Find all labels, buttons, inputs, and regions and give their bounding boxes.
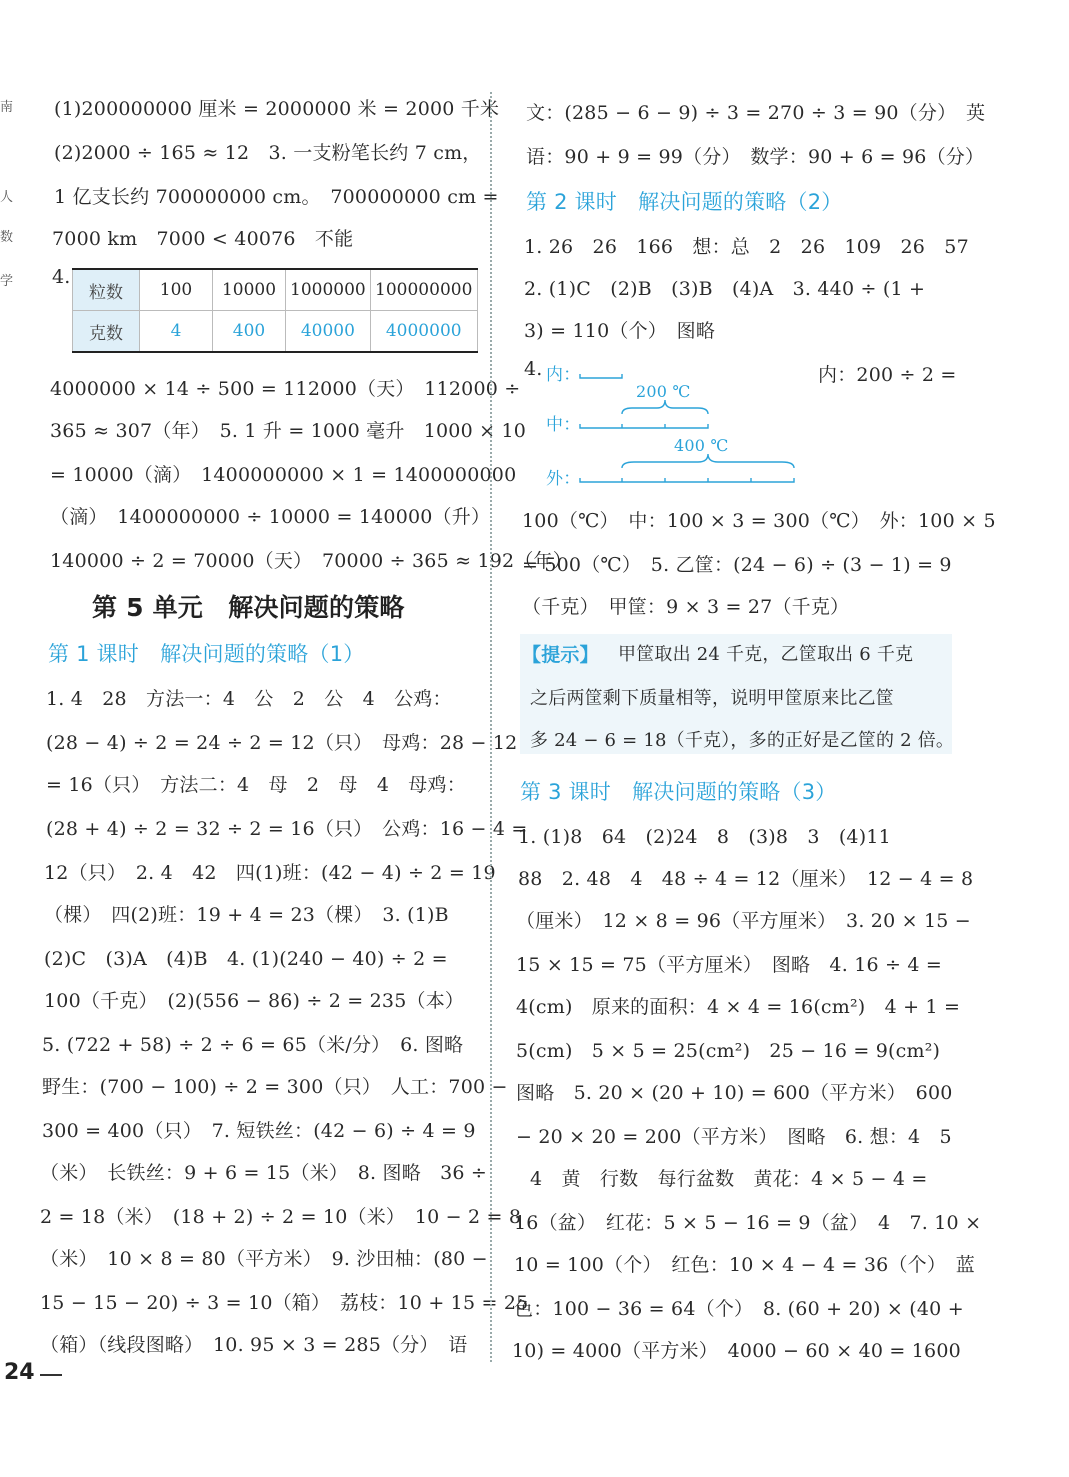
lesson-heading: 第 2 课时 解决问题的策略（2） bbox=[526, 190, 843, 214]
text-line: （米） 10 × 8 = 80（平方米） 9. 沙田柚：(80 − bbox=[40, 1248, 488, 1270]
table-cell: 100000000 bbox=[370, 269, 477, 311]
line-segment-diagram bbox=[512, 356, 962, 496]
text-line: （千克） 甲筐：9 × 3 = 27（千克） bbox=[522, 596, 850, 618]
grain-weight-table bbox=[72, 268, 478, 353]
table-cell: 10000 bbox=[213, 269, 286, 311]
margin-char: 数 bbox=[0, 230, 14, 245]
lesson-heading: 第 1 课时 解决问题的策略（1） bbox=[48, 642, 365, 666]
text-line: 2. (1)C (2)B (3)B (4)A 3. 440 ÷ (1 + bbox=[524, 278, 926, 300]
text-line: 15 × 15 = 75（平方厘米） 图略 4. 16 ÷ 4 = bbox=[516, 954, 943, 976]
page-number-rule bbox=[40, 1374, 62, 1376]
margin-char: 人 bbox=[0, 190, 14, 205]
table-cell: 4 bbox=[140, 311, 213, 353]
text-line: 300 = 400（只） 7. 短铁丝：(42 − 6) ÷ 4 = 9 bbox=[42, 1120, 476, 1142]
hint-line: 甲筐取出 24 千克，乙筐取出 6 千克 bbox=[618, 644, 914, 665]
table-cell: 100 bbox=[140, 269, 213, 311]
text-line: 10) = 4000（平方米） 4000 − 60 × 40 = 1600 bbox=[512, 1340, 961, 1362]
text-line: = 10000（滴） 1400000000 × 1 = 1400000000 bbox=[50, 464, 517, 486]
question-4-label: 4. bbox=[52, 266, 71, 288]
text-line: 15 − 15 − 20) ÷ 3 = 10（箱） 荔枝：10 + 15 = 25 bbox=[40, 1292, 529, 1314]
outer-label: 外： bbox=[546, 469, 581, 489]
column-divider bbox=[490, 92, 492, 1362]
text-line: 1. 26 26 166 想：总 2 26 109 26 57 bbox=[524, 236, 969, 258]
text-line: = 16（只） 方法二：4 母 2 母 4 母鸡： bbox=[46, 774, 466, 796]
hint-line: 之后两筐剩下质量相等，说明甲筐原来比乙筐 bbox=[530, 688, 894, 709]
text-line: 色：100 − 36 = 64（个） 8. (60 + 20) × (40 + bbox=[514, 1298, 964, 1320]
text-line: （米） 长铁丝：9 + 6 = 15（米） 8. 图略 36 ÷ bbox=[40, 1162, 488, 1184]
text-line: (28 + 4) ÷ 2 = 32 ÷ 2 = 16（只） 公鸡：16 − 4 = bbox=[46, 818, 528, 840]
text-line: 5(cm) 5 × 5 = 25(cm²) 25 − 16 = 9(cm²) bbox=[516, 1040, 941, 1062]
text-line: 5. (722 + 58) ÷ 2 ÷ 6 = 65（米/分） 6. 图略 bbox=[42, 1034, 464, 1056]
text-line: 1. (1)8 64 (2)24 8 (3)8 3 (4)11 bbox=[518, 826, 891, 848]
page-number: 24 bbox=[4, 1360, 35, 1385]
hint-box bbox=[520, 634, 955, 754]
text-line: = 500（℃） 5. 乙筐：(24 − 6) ÷ (3 − 1) = 9 bbox=[522, 554, 952, 576]
table-header-cell: 粒数 bbox=[73, 269, 140, 311]
text-line: (2)2000 ÷ 165 ≈ 12 3. 一支粉笔长约 7 cm， bbox=[54, 142, 482, 164]
text-line: （滴） 1400000000 ÷ 10000 = 140000（升） bbox=[50, 506, 491, 528]
text-line: (28 − 4) ÷ 2 = 24 ÷ 2 = 12（只） 母鸡：28 − 12 bbox=[46, 732, 518, 754]
text-line: 1. 4 28 方法一：4 公 2 公 4 公鸡： bbox=[46, 688, 452, 710]
text-line: 4 黄 行数 每行盆数 黄花：4 × 5 − 4 = bbox=[530, 1168, 928, 1190]
text-line: 4(cm) 原来的面积：4 × 4 = 16(cm²) 4 + 1 = bbox=[516, 996, 961, 1018]
table-row bbox=[73, 311, 478, 353]
text-line: 100（千克） (2)(556 − 86) ÷ 2 = 235（本） bbox=[44, 990, 465, 1012]
text-line: （箱）（线段图略） 10. 95 × 3 = 285（分） 语 bbox=[40, 1334, 468, 1356]
temp-400-label: 400 ℃ bbox=[674, 436, 729, 455]
text-line: 88 2. 48 4 48 ÷ 4 = 12（厘米） 12 − 4 = 8 bbox=[518, 868, 974, 890]
table-cell: 1000000 bbox=[286, 269, 371, 311]
text-line: 7000 km 7000 < 40076 不能 bbox=[52, 228, 354, 250]
text-line: 12（只） 2. 4 42 四(1)班：(42 − 4) ÷ 2 = 19 bbox=[44, 862, 496, 884]
table-header-cell: 克数 bbox=[73, 311, 140, 353]
unit-title: 第 5 单元 解决问题的策略 bbox=[92, 593, 405, 622]
question-4-label: 4. bbox=[524, 358, 543, 380]
text-line: 2 = 18（米） (18 + 2) ÷ 2 = 10（米） 10 − 2 = 8 bbox=[40, 1206, 522, 1228]
lesson-heading: 第 3 课时 解决问题的策略（3） bbox=[520, 780, 837, 804]
text-line: 文：(285 − 6 − 9) ÷ 3 = 270 ÷ 3 = 90（分） 英 bbox=[526, 102, 986, 124]
text-line: 语：90 + 9 = 99（分） 数学：90 + 6 = 96（分） bbox=[526, 146, 985, 168]
table-cell: 4000000 bbox=[370, 311, 477, 353]
text-line: 野生：(700 − 100) ÷ 2 = 300（只） 人工：700 − bbox=[42, 1076, 508, 1098]
text-line: 4000000 × 14 ÷ 500 = 112000（天） 112000 ÷ bbox=[50, 378, 521, 400]
temp-200-label: 200 ℃ bbox=[636, 382, 691, 401]
margin-char: 南 bbox=[0, 100, 14, 115]
hint-label: 【提示】 bbox=[522, 644, 599, 666]
hint-line: 多 24 − 6 = 18（千克），多的正好是乙筐的 2 倍。 bbox=[530, 730, 955, 751]
text-line: 3) = 110（个） 图略 bbox=[524, 320, 716, 342]
text-line: 140000 ÷ 2 = 70000（天） 70000 ÷ 365 ≈ 192（年） bbox=[50, 550, 572, 572]
text-line: 10 = 100（个） 红色：10 × 4 − 4 = 36（个） 蓝 bbox=[514, 1254, 975, 1276]
text-line: 1 亿支长约 700000000 cm。 700000000 cm = bbox=[54, 186, 499, 208]
text-line: 100（℃） 中：100 × 3 = 300（℃） 外：100 × 5 bbox=[522, 510, 996, 532]
text-line: (1)200000000 厘米 = 2000000 米 = 2000 千米 bbox=[54, 98, 500, 120]
table-row bbox=[73, 269, 478, 311]
left-margin-fragments bbox=[0, 80, 18, 980]
table-cell: 40000 bbox=[286, 311, 371, 353]
text-line: 16（盆） 红花：5 × 5 − 16 = 9（盆） 4 7. 10 × bbox=[514, 1212, 982, 1234]
text-line: 内：200 ÷ 2 = bbox=[818, 364, 957, 386]
text-line: （棵） 四(2)班：19 + 4 = 23（棵） 3. (1)B bbox=[44, 904, 449, 926]
margin-char: 学 bbox=[0, 274, 14, 289]
inner-label: 内： bbox=[546, 365, 581, 385]
table-cell: 400 bbox=[213, 311, 286, 353]
text-line: 365 ≈ 307（年） 5. 1 升 = 1000 毫升 1000 × 10 bbox=[50, 420, 527, 442]
text-line: 图略 5. 20 × (20 + 10) = 600（平方米） 600 bbox=[516, 1082, 953, 1104]
text-line: − 20 × 20 = 200（平方米） 图略 6. 想：4 5 bbox=[516, 1126, 952, 1148]
text-line: (2)C (3)A (4)B 4. (1)(240 − 40) ÷ 2 = bbox=[44, 948, 448, 970]
text-line: （厘米） 12 × 8 = 96（平方厘米） 3. 20 × 15 − bbox=[516, 910, 971, 932]
segment-lines bbox=[512, 356, 962, 496]
middle-label: 中： bbox=[546, 415, 581, 435]
